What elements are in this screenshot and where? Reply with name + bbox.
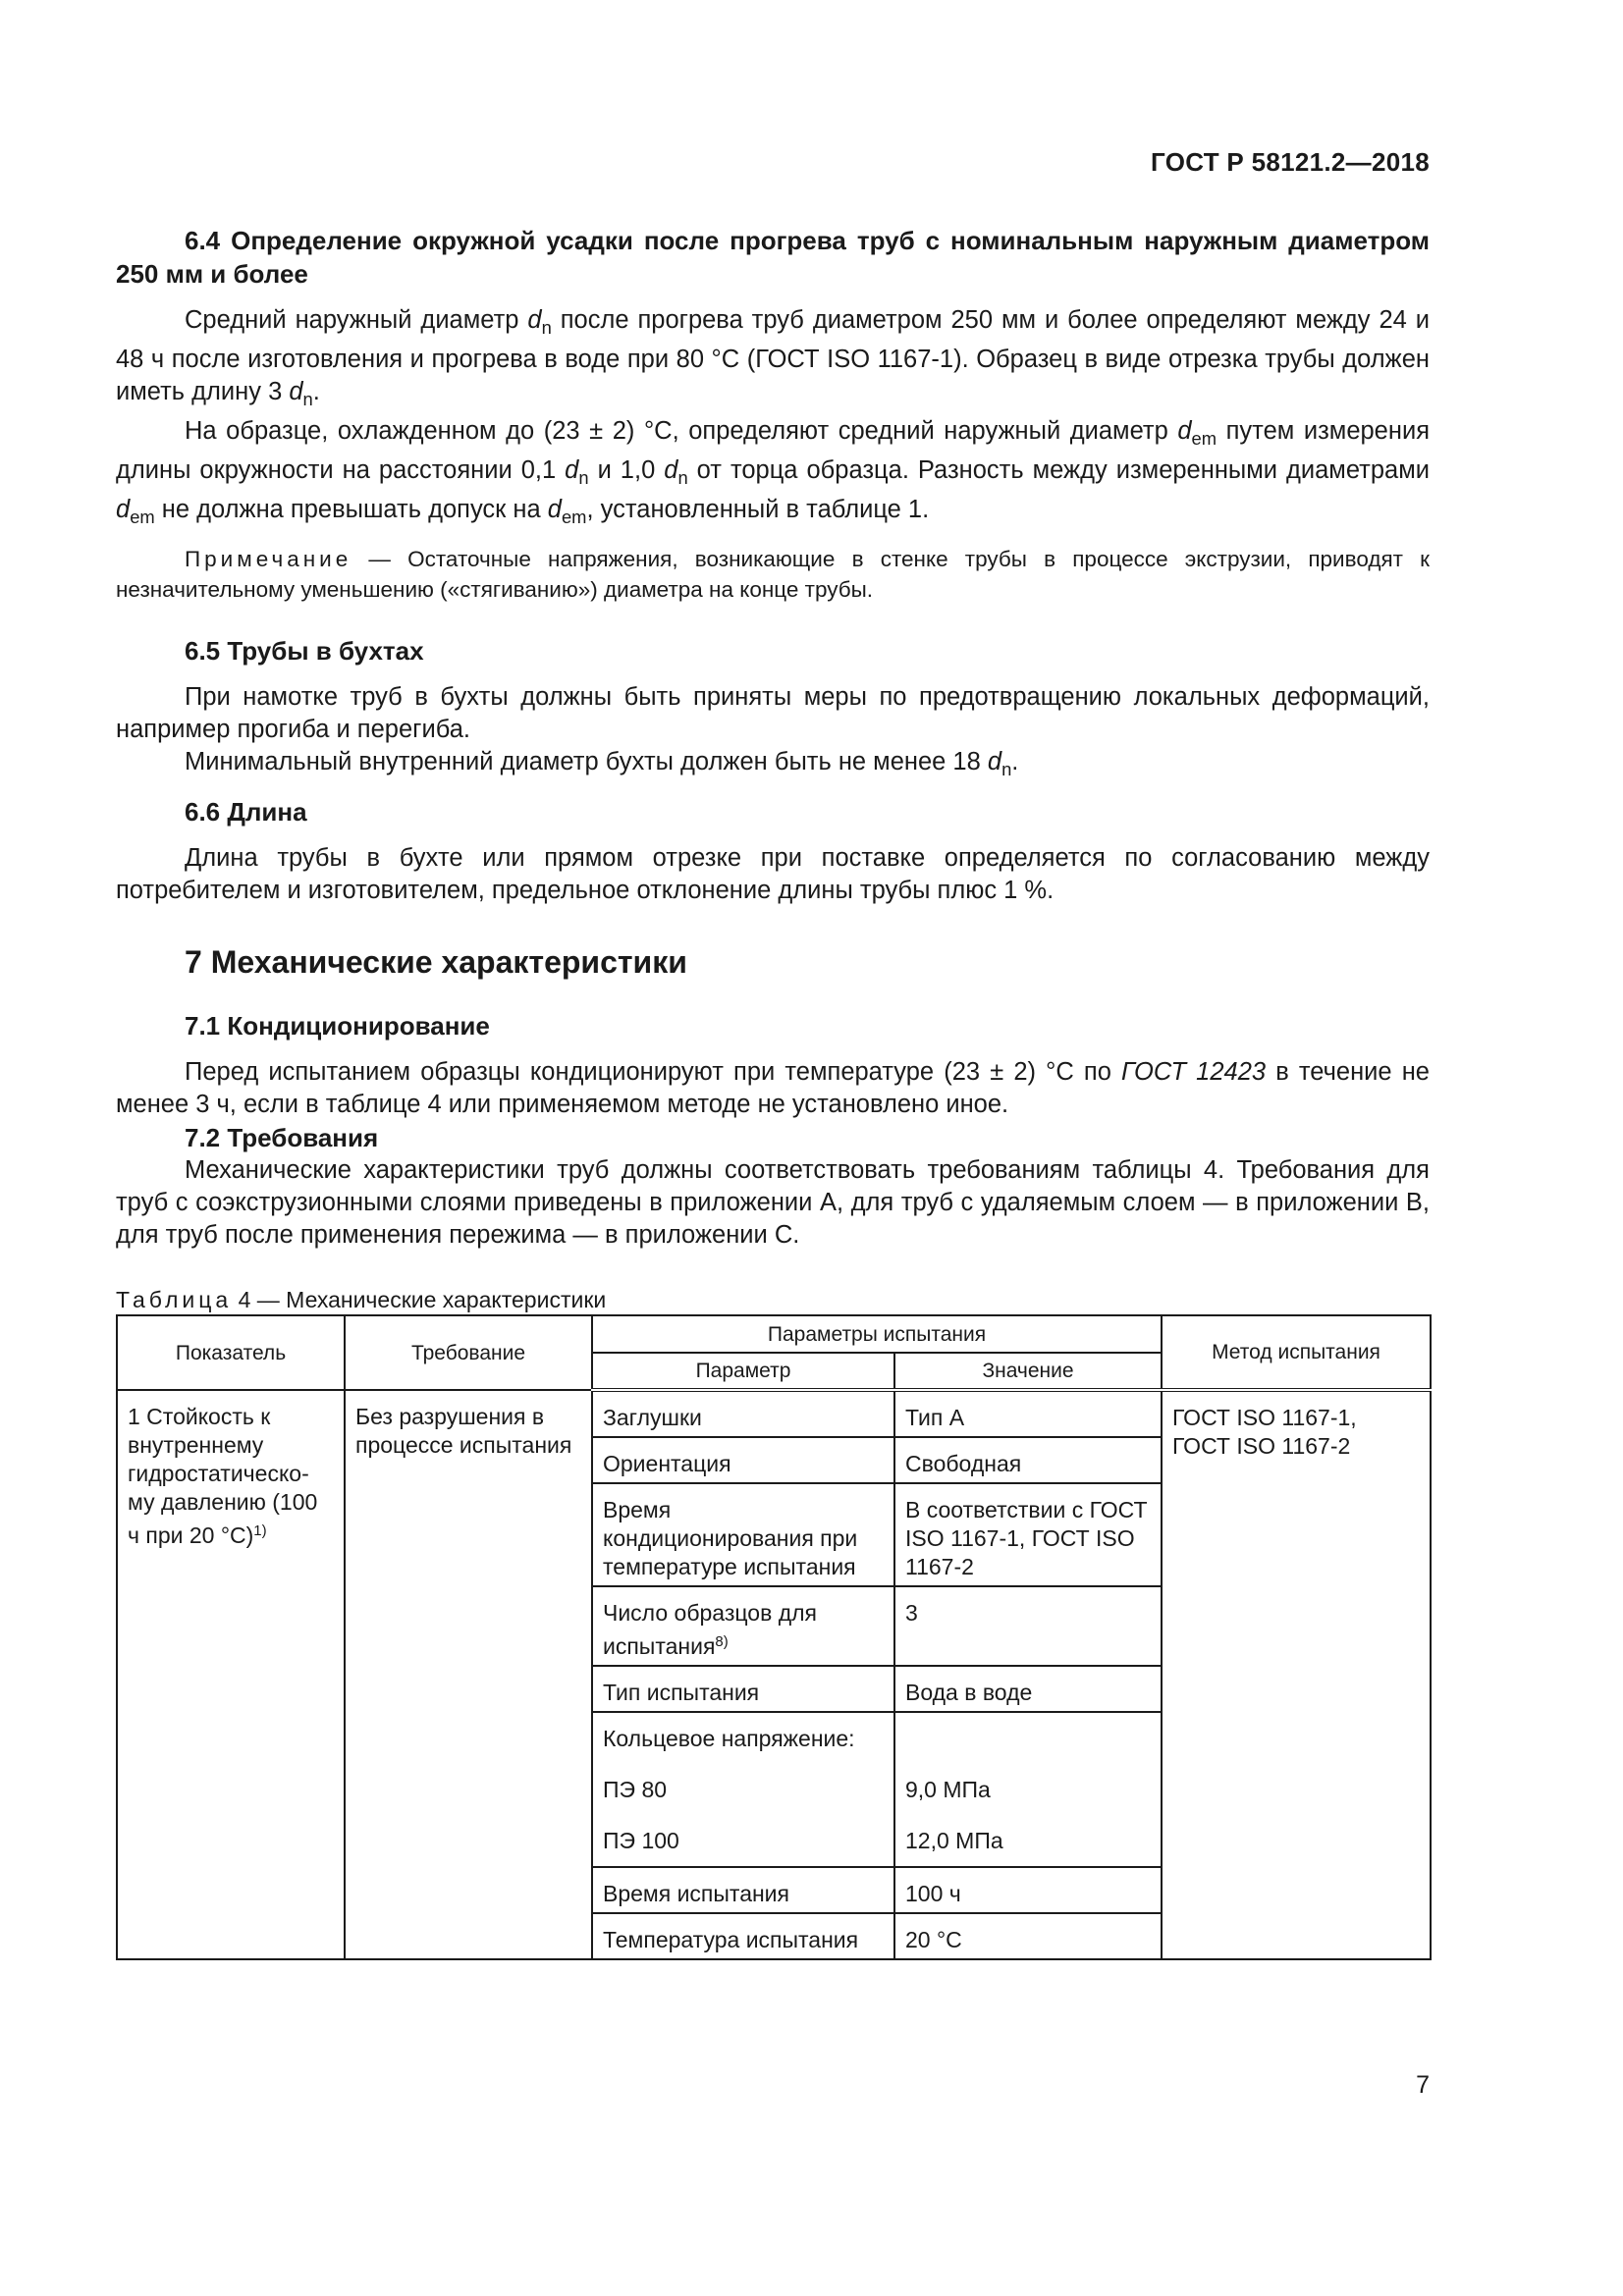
param-cell: Число образцов для испытания$^{8)}$: [592, 1586, 894, 1666]
stress-pe100-value: 12,0 МПа: [905, 1828, 1003, 1854]
row1-method: ГОСТ ISO 1167-1, ГОСТ ISO 1167-2: [1162, 1390, 1431, 1959]
value-cell: 100 ч: [894, 1867, 1162, 1913]
section-7-2-paragraph-1: Механические характеристики труб должны соответствовать требованиям таблицы 4. Требования для труб с соэкструзионными слоями приведены в приложении А, для труб с удаляемым слоем — в приложении В, для труб после применения пережима — в приложении С.: [116, 1156, 1430, 1250]
section-6-6-paragraph-1: Длина трубы в бухте или прямом отрезке при поставке определяется по согласованию между потребителем и изготовителем, предельное отклонение длины трубы плюс 1 %.: [116, 844, 1430, 905]
stress-pe80-value: 9,0 МПа: [905, 1777, 991, 1803]
section-7-1-paragraph-1: Перед испытанием образцы кондиционируют при температуре (23 ± 2) °С по ГОСТ 12423 в течение не менее 3 ч, если в таблице 4 или применяемом методе не установлено иное.: [116, 1058, 1430, 1119]
header-value: Значение: [894, 1353, 1162, 1390]
table-4-caption: Таблица 4 — Механические характеристики: [116, 1287, 607, 1313]
stress-label: Кольцевое напряжение:: [603, 1726, 855, 1752]
header-parameter: Параметр: [592, 1353, 894, 1390]
section-7-title: 7 Механические характеристики: [185, 944, 687, 981]
section-6-5-title: 6.5 Трубы в бухтах: [185, 636, 424, 667]
header-test-parameters: Параметры испытания: [592, 1315, 1162, 1353]
param-cell: Время кондиционирования при температуре испытания: [592, 1483, 894, 1586]
table-row: [117, 1390, 1431, 1437]
value-cell: В соответствии с ГОСТ ISO 1167-1, ГОСТ ISO 1167-2: [894, 1483, 1162, 1586]
param-cell: Ориентация: [592, 1437, 894, 1483]
header-requirement: Требование: [345, 1315, 592, 1390]
section-6-5-paragraph-2: Минимальный внутренний диаметр бухты должен быть не менее 18 $d_n$.: [185, 748, 1019, 780]
stress-pe100: ПЭ 100: [603, 1828, 679, 1854]
row1-indicator: 1 Стойкость к внутреннему гидростатическо-му давлению (100 ч при 20 °С)$^{1)}$: [117, 1390, 345, 1959]
standard-reference-link: ГОСТ 12423: [1121, 1058, 1267, 1087]
section-6-4-note: Примечание — Остаточные напряжения, возникающие в стенке трубы в процессе экструзии, приводят к незначительному уменьшению («стягиванию») диаметра на конце трубы.: [116, 547, 1430, 603]
param-cell: Температура испытания: [592, 1913, 894, 1959]
value-cell-stress: [894, 1712, 1162, 1867]
table-4-mechanical-characteristics: [116, 1314, 1432, 1960]
page-number: 7: [1416, 2071, 1430, 2099]
param-cell: Время испытания: [592, 1867, 894, 1913]
page-content: [116, 137, 1430, 1960]
document-id-header: ГОСТ Р 58121.2—2018: [1151, 147, 1430, 177]
param-cell-stress: [592, 1712, 894, 1867]
header-indicator: Показатель: [117, 1315, 345, 1390]
header-test-method: Метод испытания: [1162, 1315, 1431, 1390]
param-cell: Тип испытания: [592, 1666, 894, 1712]
section-6-4-paragraph-2: На образце, охлажденном до (23 ± 2) °С, определяют средний наружный диаметр $d_{em}$ путем измерения длины окружности на расстоянии 0,1 $d_n$ и 1,0 $d_n$ от торца образца. Разность между измеренными диаметрами $d_{em}$ не должна превышать допуск на $d_{em}$, установленный в таблице 1.: [116, 416, 1430, 527]
section-6-4-title: 6.4 Определение окружной усадки после прогрева труб с номинальным наружным диаметром 250 мм и более: [116, 226, 1430, 289]
section-7-2-title: 7.2 Требования: [185, 1123, 379, 1153]
row1-requirement: Без разрушения в процессе испытания: [345, 1390, 592, 1959]
value-cell: 3: [894, 1586, 1162, 1666]
stress-pe80: ПЭ 80: [603, 1777, 668, 1803]
section-6-4-paragraph-1: Средний наружный диаметр $d_n$ после прогрева труб диаметром 250 мм и более определяют между 24 и 48 ч после изготовления и прогрева в воде при 80 °C (ГОСТ ISO 1167-1). Образец в виде отрезка трубы должен иметь длину 3 $d_n$.: [116, 306, 1430, 409]
param-cell: Заглушки: [592, 1390, 894, 1437]
value-cell: 20 °С: [894, 1913, 1162, 1959]
value-cell: Тип А: [894, 1390, 1162, 1437]
section-7-1-title: 7.1 Кондиционирование: [185, 1011, 490, 1041]
value-cell: Вода в воде: [894, 1666, 1162, 1712]
section-6-6-title: 6.6 Длина: [185, 797, 307, 828]
value-cell: Свободная: [894, 1437, 1162, 1483]
section-6-5-paragraph-1: При намотке труб в бухты должны быть приняты меры по предотвращению локальных деформаций, например прогиба и перегиба.: [116, 683, 1430, 744]
